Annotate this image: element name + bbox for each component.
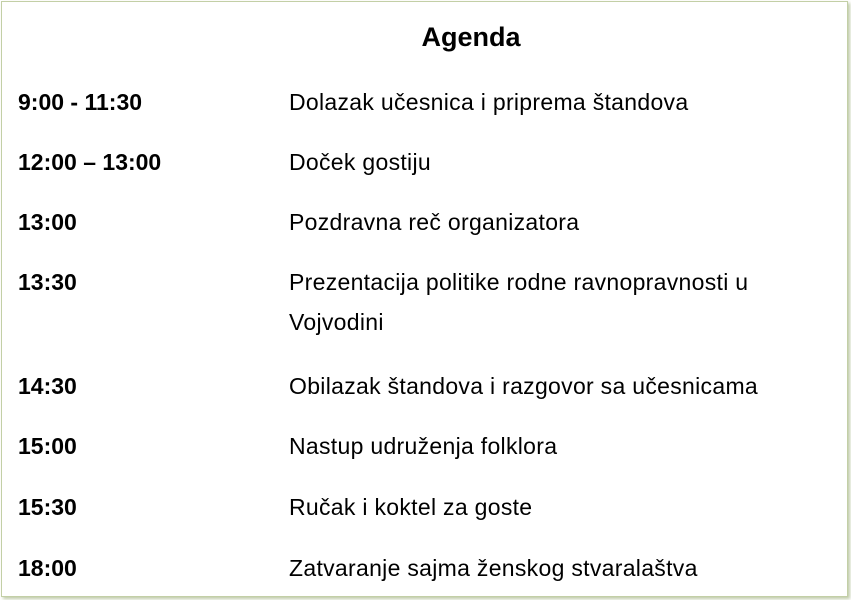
agenda-description: Nastup udruženja folklora — [289, 433, 558, 459]
agenda-description: Prezentacija politike rodne ravnopravnosti u Vojvodini — [289, 269, 749, 335]
agenda-description: Obilazak štandova i razgovor sa učesnicama — [289, 373, 758, 399]
agenda-description: Ručak i koktel za goste — [289, 494, 533, 520]
agenda-description: Dolazak učesnica i priprema štandova — [289, 89, 689, 115]
agenda-time: 15:30 — [18, 494, 77, 520]
agenda-time: 9:00 - 11:30 — [18, 89, 143, 115]
agenda-description: Pozdravna reč organizatora — [289, 209, 580, 235]
agenda-description: Doček gostiju — [289, 149, 431, 175]
agenda-time: 13:30 — [18, 269, 77, 295]
agenda-time: 12:00 – 13:00 — [18, 149, 162, 175]
agenda-time: 13:00 — [18, 209, 77, 235]
agenda-time: 15:00 — [18, 433, 77, 459]
agenda-time: 18:00 — [18, 555, 77, 581]
agenda-frame — [1, 1, 848, 597]
agenda-description: Zatvaranje sajma ženskog stvaralaštva — [289, 555, 698, 581]
agenda-time: 14:30 — [18, 373, 77, 399]
agenda-title: Agenda — [421, 22, 521, 52]
